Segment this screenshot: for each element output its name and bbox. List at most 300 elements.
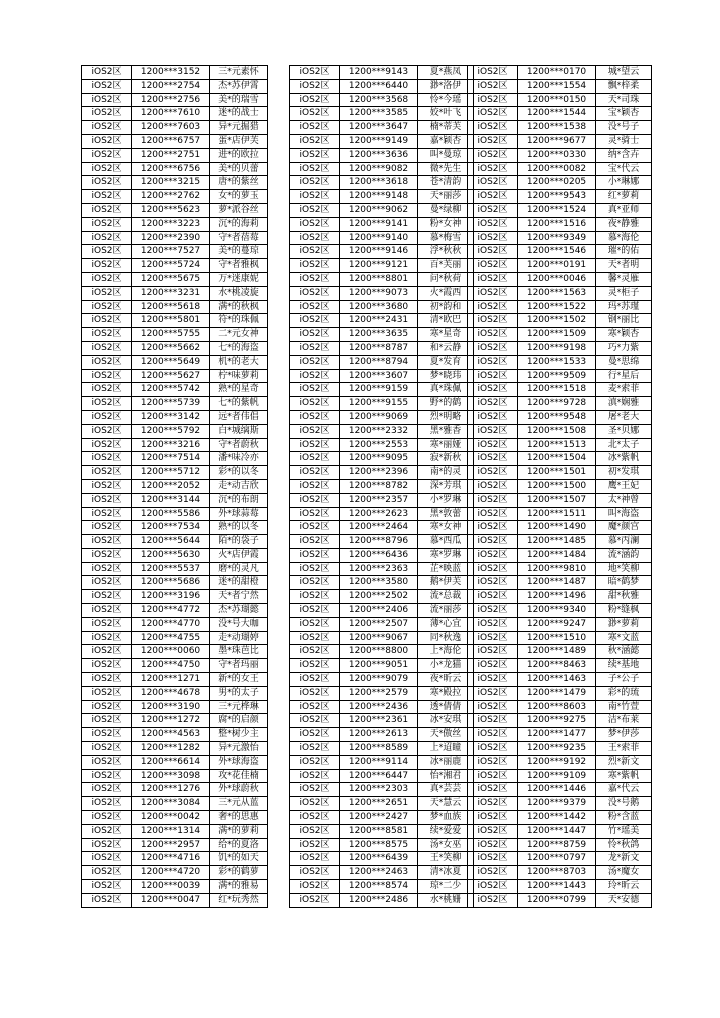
nickname-cell: 小*琳娜 [596,176,652,190]
server-cell: iOS2区 [82,811,132,825]
table-row [468,466,652,480]
account-id-cell: 1200***3231 [132,286,210,300]
account-id-cell: 1200***9051 [340,659,418,673]
table-body [290,66,474,908]
nickname-cell: 叫*海盗 [596,507,652,521]
nickname-cell: 百*芙丽 [418,259,474,273]
nickname-cell: 王*索菲 [596,742,652,756]
server-cell: iOS2区 [468,79,518,93]
account-id-cell: 1200***5739 [132,397,210,411]
table-row [82,535,268,549]
server-cell: iOS2区 [468,769,518,783]
server-cell: iOS2区 [82,259,132,273]
server-cell: iOS2区 [468,424,518,438]
account-id-cell: 1200***2357 [340,493,418,507]
table-row [290,576,474,590]
account-id-cell: 1200***2396 [340,466,418,480]
account-id-cell: 1200***9159 [340,383,418,397]
account-id-cell: 1200***3215 [132,176,210,190]
server-cell: iOS2区 [290,134,340,148]
account-id-cell: 1200***9140 [340,231,418,245]
table-row [82,397,268,411]
nickname-cell: 慕*丙澜 [596,535,652,549]
nickname-cell: 续*爱爱 [418,824,474,838]
nickname-cell: 萝*派谷丝 [210,203,268,217]
table-row [468,493,652,507]
server-cell: iOS2区 [468,66,518,80]
account-id-cell: 1200***5675 [132,272,210,286]
nickname-cell: 真*芸芸 [418,783,474,797]
table-row [82,728,268,742]
account-id-cell: 1200***3098 [132,769,210,783]
table-row [82,576,268,590]
table-row [290,245,474,259]
server-cell: iOS2区 [290,728,340,742]
account-id-cell: 1200***9677 [518,134,596,148]
nickname-cell: 秋*涵懿 [596,645,652,659]
nickname-cell: 真*亚师 [596,203,652,217]
nickname-cell: 夜*昕云 [418,673,474,687]
server-cell: iOS2区 [82,121,132,135]
table-row [82,562,268,576]
table-row [82,659,268,673]
server-cell: iOS2区 [82,79,132,93]
nickname-cell: 寒*文蓝 [596,631,652,645]
table-row [468,121,652,135]
table-row [290,631,474,645]
server-cell: iOS2区 [468,314,518,328]
account-id-cell: 1200***9146 [340,245,418,259]
table-row [290,272,474,286]
nickname-cell: 和*云静 [418,341,474,355]
nickname-cell: 守*者玛丽 [210,659,268,673]
server-cell: iOS2区 [82,162,132,176]
table-row [82,369,268,383]
account-id-cell: 1200***1271 [132,673,210,687]
account-id-cell: 1200***1496 [518,590,596,604]
nickname-cell: 飘*梓柔 [596,79,652,93]
table-row [290,686,474,700]
server-cell: iOS2区 [290,617,340,631]
account-id-cell: 1200***2427 [340,811,418,825]
account-id-cell: 1200***1463 [518,673,596,687]
server-cell: iOS2区 [468,272,518,286]
server-cell: iOS2区 [468,742,518,756]
table-row [82,286,268,300]
account-id-cell: 1200***1516 [518,217,596,231]
account-id-cell: 1200***3647 [340,121,418,135]
account-id-cell: 1200***3585 [340,107,418,121]
account-id-cell: 1200***2754 [132,79,210,93]
nickname-cell: 慕*梅雪 [418,231,474,245]
server-cell: iOS2区 [82,438,132,452]
server-cell: iOS2区 [290,203,340,217]
server-cell: iOS2区 [82,659,132,673]
account-id-cell: 1200***2463 [340,866,418,880]
table-row [290,507,474,521]
table-row [468,452,652,466]
account-id-cell: 1200***0047 [132,893,210,907]
server-cell: iOS2区 [468,562,518,576]
account-id-cell: 1200***1522 [518,300,596,314]
server-cell: iOS2区 [468,576,518,590]
nickname-cell: 男*的太子 [210,686,268,700]
nickname-cell: 王*笑柳 [418,852,474,866]
nickname-cell: 火*霞西 [418,286,474,300]
table-row [290,328,474,342]
nickname-cell: 熟*的以冬 [210,521,268,535]
account-id-cell: 1200***6756 [132,162,210,176]
table-row [82,824,268,838]
server-cell: iOS2区 [290,176,340,190]
server-cell: iOS2区 [468,410,518,424]
account-id-cell: 1200***5662 [132,341,210,355]
table-row [290,148,474,162]
server-cell: iOS2区 [82,880,132,894]
nickname-cell: 野*的鹤 [418,397,474,411]
nickname-cell: 进*的欧拉 [210,148,268,162]
nickname-cell: 灵*柜子 [596,286,652,300]
nickname-cell: 流*涵韵 [596,548,652,562]
account-id-cell: 1200***1538 [518,121,596,135]
account-id-cell: 1200***6436 [340,548,418,562]
server-cell: iOS2区 [290,79,340,93]
server-cell: iOS2区 [82,604,132,618]
nickname-cell: 沉*的海莉 [210,217,268,231]
nickname-cell: 满*的萝莉 [210,824,268,838]
nickname-cell: 鹅*伊芙 [418,576,474,590]
nickname-cell: 鹰*王妃 [596,479,652,493]
table-row [82,466,268,480]
nickname-cell: 芷*映蓝 [418,562,474,576]
nickname-cell: 寒*丽娅 [418,438,474,452]
account-id-cell: 1200***1554 [518,79,596,93]
nickname-cell: 天*者明 [596,259,652,273]
account-id-cell: 1200***8574 [340,880,418,894]
table-row [290,314,474,328]
server-cell: iOS2区 [82,272,132,286]
server-cell: iOS2区 [468,686,518,700]
nickname-cell: 天*丽莎 [418,190,474,204]
account-id-cell: 1200***5712 [132,466,210,480]
table-row [468,535,652,549]
nickname-cell: 熟*的星奇 [210,383,268,397]
server-cell: iOS2区 [468,259,518,273]
nickname-cell: 杰*苏伊霄 [210,79,268,93]
server-cell: iOS2区 [82,521,132,535]
server-cell: iOS2区 [290,811,340,825]
server-cell: iOS2区 [82,755,132,769]
server-cell: iOS2区 [468,590,518,604]
table-row [468,797,652,811]
server-cell: iOS2区 [82,217,132,231]
account-id-cell: 1200***1487 [518,576,596,590]
table-row [290,673,474,687]
nickname-cell: 玛*苏瑾 [596,300,652,314]
table-row [468,176,652,190]
account-id-cell: 1200***7603 [132,121,210,135]
server-cell: iOS2区 [468,645,518,659]
account-id-cell: 1200***9349 [518,231,596,245]
table-row [468,79,652,93]
table-row [468,783,652,797]
account-id-cell: 1200***4770 [132,617,210,631]
account-id-cell: 1200***1446 [518,783,596,797]
account-id-cell: 1200***3618 [340,176,418,190]
table-row [82,673,268,687]
table-row [82,79,268,93]
account-id-cell: 1200***9149 [340,134,418,148]
nickname-cell: 巧*力紫 [596,341,652,355]
table-row [82,148,268,162]
table-row [82,521,268,535]
table-row [290,286,474,300]
nickname-cell: 楠*蒂芙 [418,121,474,135]
nickname-cell: 三*元桦琳 [210,700,268,714]
table-row [468,880,652,894]
account-id-cell: 1200***0205 [518,176,596,190]
account-id-cell: 1200***1447 [518,824,596,838]
nickname-cell: 浮*秋秋 [418,245,474,259]
server-cell: iOS2区 [468,493,518,507]
table-row [290,893,474,907]
account-id-cell: 1200***1533 [518,355,596,369]
nickname-cell: 天*傲丝 [418,728,474,742]
account-id-cell: 1200***1282 [132,742,210,756]
account-id-cell: 1200***8589 [340,742,418,756]
nickname-cell: 寒*殿拉 [418,686,474,700]
table-row [82,93,268,107]
table-row [468,521,652,535]
nickname-cell: 墨*珠芭比 [210,645,268,659]
nickname-cell: 七*的海盗 [210,341,268,355]
server-cell: iOS2区 [82,134,132,148]
server-cell: iOS2区 [468,148,518,162]
table-row [468,811,652,825]
table-row [290,466,474,480]
server-cell: iOS2区 [290,286,340,300]
table-row [290,521,474,535]
account-id-cell: 1200***1314 [132,824,210,838]
server-cell: iOS2区 [290,673,340,687]
server-cell: iOS2区 [290,893,340,907]
server-cell: iOS2区 [82,203,132,217]
server-cell: iOS2区 [290,383,340,397]
nickname-cell: 陌*的袋子 [210,535,268,549]
server-cell: iOS2区 [82,893,132,907]
server-cell: iOS2区 [468,838,518,852]
account-id-cell: 1200***5623 [132,203,210,217]
account-id-cell: 1200***9275 [518,714,596,728]
account-id-cell: 1200***6439 [340,852,418,866]
account-id-cell: 1200***4678 [132,686,210,700]
table-row [468,397,652,411]
server-cell: iOS2区 [468,507,518,521]
table-row [82,272,268,286]
nickname-cell: 璀*的佑 [596,245,652,259]
nickname-cell: 纳*含卉 [596,148,652,162]
nickname-cell: 宝*代云 [596,162,652,176]
server-cell: iOS2区 [82,479,132,493]
table-row [290,121,474,135]
nickname-cell: 三*元从蓝 [210,797,268,811]
nickname-cell: 叫*曼琼 [418,148,474,162]
account-id-cell: 1200***4750 [132,659,210,673]
nickname-cell: 异*元掘猎 [210,121,268,135]
server-cell: iOS2区 [290,535,340,549]
nickname-cell: 问*秋荷 [418,272,474,286]
table-row [468,604,652,618]
server-cell: iOS2区 [290,659,340,673]
account-id-cell: 1200***7527 [132,245,210,259]
account-id-cell: 1200***2507 [340,617,418,631]
server-cell: iOS2区 [290,604,340,618]
server-cell: iOS2区 [290,231,340,245]
account-id-cell: 1200***7534 [132,521,210,535]
nickname-cell: 苍*清韵 [418,176,474,190]
table-row [468,300,652,314]
server-cell: iOS2区 [468,659,518,673]
table-row [290,797,474,811]
nickname-cell: 水*桃凌旋 [210,286,268,300]
nickname-cell: 天*者宁然 [210,590,268,604]
server-cell: iOS2区 [468,783,518,797]
table-row [82,259,268,273]
nickname-cell: 琼*二少 [418,880,474,894]
table-row [290,217,474,231]
nickname-cell: 走*动瑚婷 [210,631,268,645]
account-id-cell: 1200***6440 [340,79,418,93]
server-cell: iOS2区 [290,783,340,797]
nickname-cell: 流*丽莎 [418,604,474,618]
table-body [82,66,268,908]
account-id-cell: 1200***1509 [518,328,596,342]
account-id-cell: 1200***2553 [340,438,418,452]
table-row [468,341,652,355]
nickname-cell: 真*珠佩 [418,383,474,397]
account-id-cell: 1200***1276 [132,783,210,797]
server-cell: iOS2区 [290,397,340,411]
nickname-cell: 腐*的启颜 [210,714,268,728]
nickname-cell: 怜*今瑶 [418,93,474,107]
table-row [290,452,474,466]
nickname-cell: 满*的雅易 [210,880,268,894]
account-id-cell: 1200***0042 [132,811,210,825]
nickname-cell: 初*发琪 [596,466,652,480]
account-id-cell: 1200***9095 [340,452,418,466]
account-id-cell: 1200***3084 [132,797,210,811]
table-row [290,397,474,411]
table-row [290,341,474,355]
server-cell: iOS2区 [468,811,518,825]
account-id-cell: 1200***0330 [518,148,596,162]
nickname-cell: 粉*缝枫 [596,604,652,618]
table-row [82,355,268,369]
nickname-cell: 女*的萝玉 [210,190,268,204]
nickname-cell: 烈*明略 [418,410,474,424]
nickname-cell: 红*萝莉 [596,190,652,204]
server-cell: iOS2区 [468,548,518,562]
account-id-cell: 1200***4716 [132,852,210,866]
nickname-cell: 杰*苏瑚懿 [210,604,268,618]
table-row [290,645,474,659]
table-row [290,535,474,549]
account-id-cell: 1200***5755 [132,328,210,342]
table-row [82,383,268,397]
account-id-cell: 1200***2436 [340,700,418,714]
server-cell: iOS2区 [290,217,340,231]
nickname-cell: 麦*索菲 [596,383,652,397]
server-cell: iOS2区 [290,493,340,507]
table-row [290,548,474,562]
account-id-cell: 1200***9340 [518,604,596,618]
nickname-cell: 远*者伟倡 [210,410,268,424]
account-id-cell: 1200***8463 [518,659,596,673]
account-id-cell: 1200***2751 [132,148,210,162]
account-id-cell: 1200***1489 [518,645,596,659]
nickname-cell: 夏*燕凤 [418,66,474,80]
nickname-cell: 渺*萝莉 [596,617,652,631]
account-id-cell: 1200***4772 [132,604,210,618]
table-row [82,314,268,328]
nickname-cell: 冰*安琪 [418,714,474,728]
nickname-cell: 攻*花佳楠 [210,769,268,783]
table-row [290,79,474,93]
nickname-cell: 上*迢瞳 [418,742,474,756]
table-row [468,866,652,880]
nickname-cell: 夜*静雅 [596,217,652,231]
nickname-cell: 冰*丽鹿 [418,755,474,769]
table-row [82,590,268,604]
server-cell: iOS2区 [290,742,340,756]
account-id-cell: 1200***2052 [132,479,210,493]
table-row [468,93,652,107]
table-row [82,783,268,797]
table-row [290,190,474,204]
nickname-cell: 行*星后 [596,369,652,383]
nickname-cell: 守*者蔚秋 [210,438,268,452]
nickname-cell: 唐*的紫丝 [210,176,268,190]
table-row [468,410,652,424]
account-id-cell: 1200***5742 [132,383,210,397]
account-table-2 [289,65,474,908]
table-row [290,728,474,742]
account-id-cell: 1200***5649 [132,355,210,369]
nickname-cell: 彩*的琉 [596,686,652,700]
nickname-cell: 嘉*代云 [596,783,652,797]
nickname-cell: 符*的珠佩 [210,314,268,328]
server-cell: iOS2区 [290,548,340,562]
table-row [290,880,474,894]
account-id-cell: 1200***9247 [518,617,596,631]
server-cell: iOS2区 [468,355,518,369]
nickname-cell: 奢*的思惠 [210,811,268,825]
server-cell: iOS2区 [468,617,518,631]
account-id-cell: 1200***9192 [518,755,596,769]
nickname-cell: 寒*颖杏 [596,328,652,342]
table-row [82,341,268,355]
account-id-cell: 1200***9155 [340,397,418,411]
account-id-cell: 1200***1485 [518,535,596,549]
server-cell: iOS2区 [290,300,340,314]
nickname-cell: 南*的灵 [418,466,474,480]
server-cell: iOS2区 [82,742,132,756]
table-row [290,824,474,838]
nickname-cell: 玲*昕云 [596,880,652,894]
server-cell: iOS2区 [290,590,340,604]
server-cell: iOS2区 [82,617,132,631]
account-id-cell: 1200***2390 [132,231,210,245]
